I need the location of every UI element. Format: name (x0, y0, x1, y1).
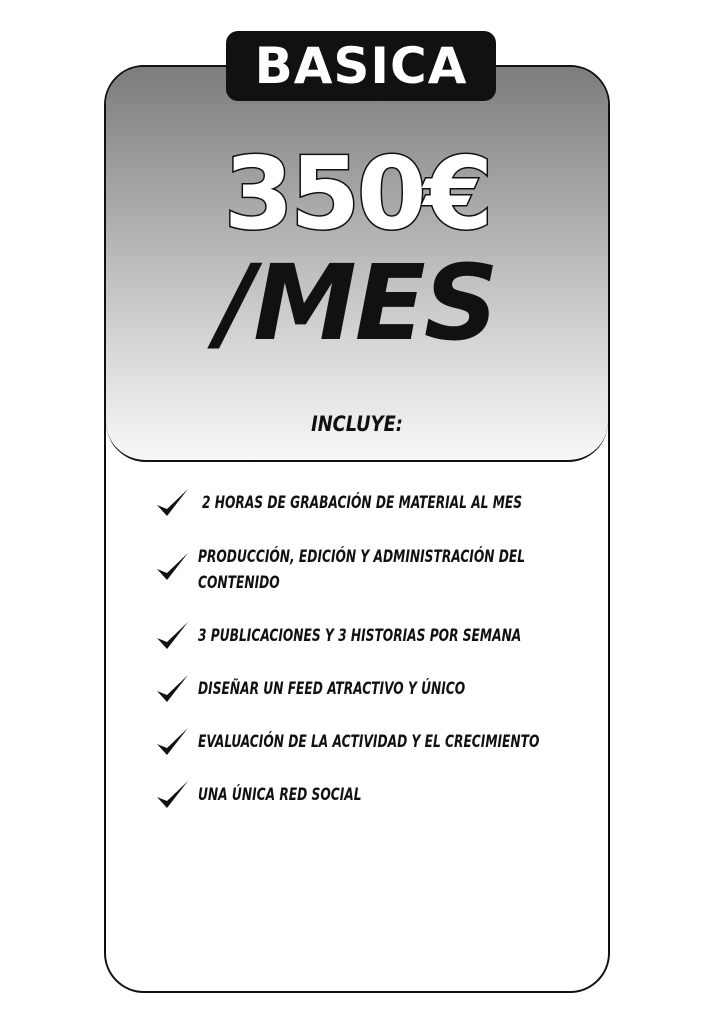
feature-text: UNA ÚNICA RED SOCIAL (198, 785, 362, 805)
checkmark-icon (154, 725, 190, 759)
includes-label: INCLUYE: (311, 412, 403, 436)
plan-name-tab: BASICA (226, 31, 496, 101)
price-period: /MES (217, 242, 497, 364)
feature-list (150, 0, 590, 1024)
checkmark-icon (154, 550, 190, 584)
checkmark-icon (154, 486, 190, 520)
checkmark-icon (154, 778, 190, 812)
checkmark-icon (154, 672, 190, 706)
feature-text: PRODUCCIÓN, EDICIÓN Y ADMINISTRACIÓN DEL (198, 547, 526, 567)
price-amount: 350€ (223, 135, 491, 252)
feature-text: EVALUACIÓN DE LA ACTIVIDAD Y EL CRECIMIENTO (198, 732, 540, 752)
feature-text: 3 PUBLICACIONES Y 3 HISTORIAS POR SEMANA (198, 626, 522, 646)
feature-text: DISEÑAR UN FEED ATRACTIVO Y ÚNICO (198, 679, 466, 699)
feature-text: 2 HORAS DE GRABACIÓN DE MATERIAL AL MES (202, 493, 523, 513)
feature-text-continued: CONTENIDO (198, 573, 280, 593)
checkmark-icon (154, 619, 190, 653)
